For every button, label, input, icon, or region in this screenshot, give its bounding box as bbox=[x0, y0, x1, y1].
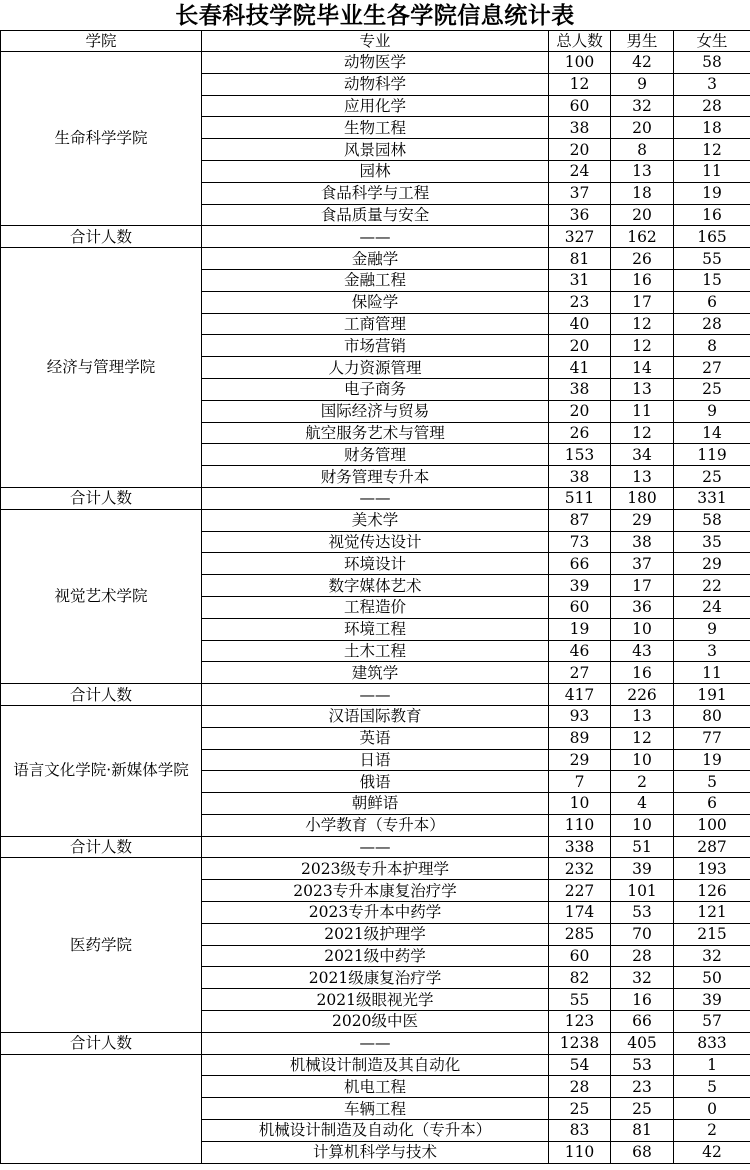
female-cell: 12 bbox=[674, 139, 750, 161]
major-cell: 英语 bbox=[202, 727, 549, 749]
total-sum: 511 bbox=[549, 487, 611, 509]
major-cell: 2023专升本中药学 bbox=[202, 902, 549, 924]
total-major-placeholder: —— bbox=[202, 1032, 549, 1054]
male-cell: 36 bbox=[611, 596, 674, 618]
total-cell: 227 bbox=[549, 880, 611, 902]
major-cell: 工商管理 bbox=[202, 313, 549, 335]
major-cell: 2021级护理学 bbox=[202, 923, 549, 945]
total-cell: 110 bbox=[549, 1141, 611, 1163]
major-cell: 环境设计 bbox=[202, 553, 549, 575]
male-cell: 26 bbox=[611, 248, 674, 270]
total-sum: 417 bbox=[549, 684, 611, 706]
male-cell: 12 bbox=[611, 313, 674, 335]
total-cell: 38 bbox=[549, 466, 611, 488]
major-cell: 动物科学 bbox=[202, 73, 549, 95]
total-cell: 73 bbox=[549, 531, 611, 553]
major-cell: 电子商务 bbox=[202, 378, 549, 400]
college-cell bbox=[1, 1054, 202, 1163]
total-major-placeholder: —— bbox=[202, 836, 549, 858]
female-cell: 19 bbox=[674, 182, 750, 204]
total-cell: 40 bbox=[549, 313, 611, 335]
total-row bbox=[1, 487, 750, 509]
total-male: 180 bbox=[611, 487, 674, 509]
female-cell: 9 bbox=[674, 400, 750, 422]
major-cell: 2020级中医 bbox=[202, 1011, 549, 1033]
male-cell: 38 bbox=[611, 531, 674, 553]
total-cell: 83 bbox=[549, 1120, 611, 1142]
male-cell: 70 bbox=[611, 923, 674, 945]
total-cell: 60 bbox=[549, 95, 611, 117]
female-cell: 32 bbox=[674, 945, 750, 967]
total-cell: 25 bbox=[549, 1098, 611, 1120]
major-cell: 车辆工程 bbox=[202, 1098, 549, 1120]
female-cell: 100 bbox=[674, 814, 750, 836]
total-cell: 41 bbox=[549, 357, 611, 379]
male-cell: 32 bbox=[611, 95, 674, 117]
male-cell: 8 bbox=[611, 139, 674, 161]
total-cell: 232 bbox=[549, 858, 611, 880]
male-cell: 17 bbox=[611, 291, 674, 313]
total-cell: 38 bbox=[549, 117, 611, 139]
total-label: 合计人数 bbox=[1, 487, 202, 509]
female-cell: 39 bbox=[674, 989, 750, 1011]
major-cell: 航空服务艺术与管理 bbox=[202, 422, 549, 444]
table-row bbox=[1, 1054, 750, 1076]
major-cell: 朝鲜语 bbox=[202, 793, 549, 815]
female-cell: 28 bbox=[674, 313, 750, 335]
male-cell: 13 bbox=[611, 378, 674, 400]
major-cell: 建筑学 bbox=[202, 662, 549, 684]
table-body bbox=[1, 31, 750, 1164]
female-cell: 28 bbox=[674, 95, 750, 117]
male-cell: 68 bbox=[611, 1141, 674, 1163]
male-cell: 12 bbox=[611, 422, 674, 444]
male-cell: 9 bbox=[611, 73, 674, 95]
total-row bbox=[1, 1032, 750, 1054]
total-major-placeholder: —— bbox=[202, 684, 549, 706]
male-cell: 16 bbox=[611, 989, 674, 1011]
female-cell: 5 bbox=[674, 1076, 750, 1098]
header-row bbox=[1, 31, 750, 52]
header-total: 总人数 bbox=[549, 31, 611, 52]
table-title: 长春科技学院毕业生各学院信息统计表 bbox=[175, 3, 575, 29]
male-cell: 18 bbox=[611, 182, 674, 204]
male-cell: 53 bbox=[611, 1054, 674, 1076]
total-sum: 338 bbox=[549, 836, 611, 858]
total-cell: 93 bbox=[549, 705, 611, 727]
female-cell: 35 bbox=[674, 531, 750, 553]
female-cell: 1 bbox=[674, 1054, 750, 1076]
male-cell: 53 bbox=[611, 902, 674, 924]
female-cell: 11 bbox=[674, 662, 750, 684]
female-cell: 6 bbox=[674, 793, 750, 815]
male-cell: 10 bbox=[611, 618, 674, 640]
male-cell: 4 bbox=[611, 793, 674, 815]
female-cell: 0 bbox=[674, 1098, 750, 1120]
major-cell: 食品质量与安全 bbox=[202, 204, 549, 226]
total-cell: 87 bbox=[549, 509, 611, 531]
female-cell: 42 bbox=[674, 1141, 750, 1163]
male-cell: 25 bbox=[611, 1098, 674, 1120]
table-row bbox=[1, 705, 750, 727]
table-row bbox=[1, 52, 750, 74]
major-cell: 机械设计制造及其自动化 bbox=[202, 1054, 549, 1076]
total-cell: 7 bbox=[549, 771, 611, 793]
male-cell: 11 bbox=[611, 400, 674, 422]
total-cell: 60 bbox=[549, 945, 611, 967]
total-male: 51 bbox=[611, 836, 674, 858]
female-cell: 6 bbox=[674, 291, 750, 313]
total-cell: 12 bbox=[549, 73, 611, 95]
table-row bbox=[1, 248, 750, 270]
total-male: 226 bbox=[611, 684, 674, 706]
total-male: 405 bbox=[611, 1032, 674, 1054]
major-cell: 计算机科学与技术 bbox=[202, 1141, 549, 1163]
header-male: 男生 bbox=[611, 31, 674, 52]
major-cell: 生物工程 bbox=[202, 117, 549, 139]
total-row bbox=[1, 684, 750, 706]
total-label: 合计人数 bbox=[1, 836, 202, 858]
male-cell: 23 bbox=[611, 1076, 674, 1098]
major-cell: 财务管理专升本 bbox=[202, 466, 549, 488]
total-cell: 110 bbox=[549, 814, 611, 836]
male-cell: 32 bbox=[611, 967, 674, 989]
female-cell: 14 bbox=[674, 422, 750, 444]
total-cell: 66 bbox=[549, 553, 611, 575]
male-cell: 29 bbox=[611, 509, 674, 531]
total-female: 191 bbox=[674, 684, 750, 706]
male-cell: 101 bbox=[611, 880, 674, 902]
total-cell: 24 bbox=[549, 160, 611, 182]
total-female: 165 bbox=[674, 226, 750, 248]
major-cell: 机械设计制造及自动化（专升本） bbox=[202, 1120, 549, 1142]
header-college: 学院 bbox=[1, 31, 202, 52]
major-cell: 人力资源管理 bbox=[202, 357, 549, 379]
major-cell: 日语 bbox=[202, 749, 549, 771]
college-cell: 语言文化学院·新媒体学院 bbox=[1, 705, 202, 836]
female-cell: 18 bbox=[674, 117, 750, 139]
male-cell: 37 bbox=[611, 553, 674, 575]
female-cell: 80 bbox=[674, 705, 750, 727]
total-cell: 19 bbox=[549, 618, 611, 640]
total-cell: 10 bbox=[549, 793, 611, 815]
major-cell: 园林 bbox=[202, 160, 549, 182]
male-cell: 28 bbox=[611, 945, 674, 967]
total-label: 合计人数 bbox=[1, 226, 202, 248]
female-cell: 3 bbox=[674, 73, 750, 95]
female-cell: 2 bbox=[674, 1120, 750, 1142]
major-cell: 2023专升本康复治疗学 bbox=[202, 880, 549, 902]
total-sum: 327 bbox=[549, 226, 611, 248]
female-cell: 119 bbox=[674, 444, 750, 466]
header-major: 专业 bbox=[202, 31, 549, 52]
female-cell: 57 bbox=[674, 1011, 750, 1033]
table-row bbox=[1, 509, 750, 531]
male-cell: 12 bbox=[611, 727, 674, 749]
female-cell: 25 bbox=[674, 378, 750, 400]
total-female: 833 bbox=[674, 1032, 750, 1054]
total-cell: 153 bbox=[549, 444, 611, 466]
statistics-table bbox=[0, 30, 750, 1164]
male-cell: 66 bbox=[611, 1011, 674, 1033]
female-cell: 25 bbox=[674, 466, 750, 488]
total-cell: 37 bbox=[549, 182, 611, 204]
major-cell: 2023级专升本护理学 bbox=[202, 858, 549, 880]
major-cell: 金融工程 bbox=[202, 269, 549, 291]
major-cell: 美术学 bbox=[202, 509, 549, 531]
total-cell: 55 bbox=[549, 989, 611, 1011]
major-cell: 金融学 bbox=[202, 248, 549, 270]
male-cell: 14 bbox=[611, 357, 674, 379]
total-female: 331 bbox=[674, 487, 750, 509]
major-cell: 数字媒体艺术 bbox=[202, 575, 549, 597]
male-cell: 43 bbox=[611, 640, 674, 662]
major-cell: 汉语国际教育 bbox=[202, 705, 549, 727]
total-row bbox=[1, 836, 750, 858]
major-cell: 保险学 bbox=[202, 291, 549, 313]
total-cell: 285 bbox=[549, 923, 611, 945]
female-cell: 5 bbox=[674, 771, 750, 793]
male-cell: 16 bbox=[611, 269, 674, 291]
major-cell: 动物医学 bbox=[202, 52, 549, 74]
major-cell: 市场营销 bbox=[202, 335, 549, 357]
total-cell: 123 bbox=[549, 1011, 611, 1033]
total-cell: 100 bbox=[549, 52, 611, 74]
total-cell: 20 bbox=[549, 335, 611, 357]
male-cell: 20 bbox=[611, 204, 674, 226]
female-cell: 11 bbox=[674, 160, 750, 182]
total-sum: 1238 bbox=[549, 1032, 611, 1054]
total-cell: 31 bbox=[549, 269, 611, 291]
female-cell: 121 bbox=[674, 902, 750, 924]
header-female: 女生 bbox=[674, 31, 750, 52]
major-cell: 风景园林 bbox=[202, 139, 549, 161]
male-cell: 10 bbox=[611, 814, 674, 836]
total-cell: 82 bbox=[549, 967, 611, 989]
female-cell: 58 bbox=[674, 509, 750, 531]
male-cell: 17 bbox=[611, 575, 674, 597]
female-cell: 55 bbox=[674, 248, 750, 270]
total-cell: 20 bbox=[549, 139, 611, 161]
total-cell: 54 bbox=[549, 1054, 611, 1076]
female-cell: 29 bbox=[674, 553, 750, 575]
major-cell: 应用化学 bbox=[202, 95, 549, 117]
major-cell: 俄语 bbox=[202, 771, 549, 793]
male-cell: 13 bbox=[611, 160, 674, 182]
female-cell: 19 bbox=[674, 749, 750, 771]
major-cell: 小学教育（专升本） bbox=[202, 814, 549, 836]
total-cell: 29 bbox=[549, 749, 611, 771]
male-cell: 16 bbox=[611, 662, 674, 684]
male-cell: 20 bbox=[611, 117, 674, 139]
total-major-placeholder: —— bbox=[202, 487, 549, 509]
total-cell: 81 bbox=[549, 248, 611, 270]
total-label: 合计人数 bbox=[1, 684, 202, 706]
male-cell: 42 bbox=[611, 52, 674, 74]
female-cell: 24 bbox=[674, 596, 750, 618]
male-cell: 81 bbox=[611, 1120, 674, 1142]
total-cell: 27 bbox=[549, 662, 611, 684]
female-cell: 77 bbox=[674, 727, 750, 749]
table-row bbox=[1, 858, 750, 880]
female-cell: 15 bbox=[674, 269, 750, 291]
male-cell: 12 bbox=[611, 335, 674, 357]
major-cell: 2021级康复治疗学 bbox=[202, 967, 549, 989]
total-cell: 39 bbox=[549, 575, 611, 597]
total-cell: 26 bbox=[549, 422, 611, 444]
total-cell: 36 bbox=[549, 204, 611, 226]
total-male: 162 bbox=[611, 226, 674, 248]
total-cell: 23 bbox=[549, 291, 611, 313]
female-cell: 50 bbox=[674, 967, 750, 989]
male-cell: 39 bbox=[611, 858, 674, 880]
total-cell: 28 bbox=[549, 1076, 611, 1098]
major-cell: 国际经济与贸易 bbox=[202, 400, 549, 422]
female-cell: 58 bbox=[674, 52, 750, 74]
female-cell: 193 bbox=[674, 858, 750, 880]
total-major-placeholder: —— bbox=[202, 226, 549, 248]
total-cell: 174 bbox=[549, 902, 611, 924]
college-cell: 视觉艺术学院 bbox=[1, 509, 202, 683]
female-cell: 8 bbox=[674, 335, 750, 357]
major-cell: 环境工程 bbox=[202, 618, 549, 640]
total-cell: 38 bbox=[549, 378, 611, 400]
female-cell: 3 bbox=[674, 640, 750, 662]
female-cell: 126 bbox=[674, 880, 750, 902]
male-cell: 2 bbox=[611, 771, 674, 793]
major-cell: 食品科学与工程 bbox=[202, 182, 549, 204]
female-cell: 9 bbox=[674, 618, 750, 640]
male-cell: 34 bbox=[611, 444, 674, 466]
total-cell: 60 bbox=[549, 596, 611, 618]
female-cell: 22 bbox=[674, 575, 750, 597]
major-cell: 视觉传达设计 bbox=[202, 531, 549, 553]
total-cell: 20 bbox=[549, 400, 611, 422]
college-cell: 医药学院 bbox=[1, 858, 202, 1032]
total-row bbox=[1, 226, 750, 248]
major-cell: 机电工程 bbox=[202, 1076, 549, 1098]
female-cell: 215 bbox=[674, 923, 750, 945]
major-cell: 2021级眼视光学 bbox=[202, 989, 549, 1011]
major-cell: 财务管理 bbox=[202, 444, 549, 466]
total-female: 287 bbox=[674, 836, 750, 858]
female-cell: 27 bbox=[674, 357, 750, 379]
total-label: 合计人数 bbox=[1, 1032, 202, 1054]
college-cell: 生命科学学院 bbox=[1, 52, 202, 226]
total-cell: 46 bbox=[549, 640, 611, 662]
major-cell: 土木工程 bbox=[202, 640, 549, 662]
female-cell: 16 bbox=[674, 204, 750, 226]
male-cell: 13 bbox=[611, 466, 674, 488]
major-cell: 工程造价 bbox=[202, 596, 549, 618]
total-cell: 89 bbox=[549, 727, 611, 749]
male-cell: 10 bbox=[611, 749, 674, 771]
college-cell: 经济与管理学院 bbox=[1, 248, 202, 488]
male-cell: 13 bbox=[611, 705, 674, 727]
major-cell: 2021级中药学 bbox=[202, 945, 549, 967]
